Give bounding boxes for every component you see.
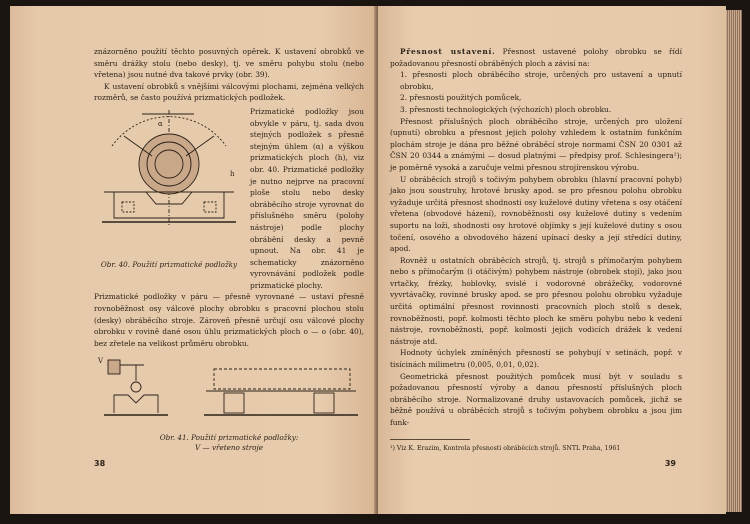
figure-41-drawing [94, 355, 364, 425]
figure-41-caption-line-2: V — vřeteno stroje [195, 443, 263, 453]
list-item-1: 1. přesnosti ploch obráběcího stroje, určených pro ustavení a upnutí obrobku, [400, 70, 682, 91]
figure-41-caption [94, 433, 364, 453]
label-alpha: α [158, 119, 163, 128]
left-page [10, 6, 376, 514]
right-paragraph-4: Hodnoty úchylek zmíněných přesností se pohybují v setinách, popř. v tisícinách milimetru (0,005, 0,01, 0,02). [390, 348, 682, 370]
section-heading: Přesnost ustavení. [400, 47, 496, 56]
right-paragraph-5: Geometrická přesnost použitých pomůcek musí být v souladu s požadovanou přesností výroby a danou přesností příslušných ploch obráběcího stroje. Normalizované druhy ustavovacích pomůcek, jichž se běžně používá u obráběcích strojů s točivým pohybem obrobku a jsou jim funk- [390, 371, 682, 427]
figure-40-side-text: Prizmatické podložky jsou obvykle v páru, tj. sada dvou stejných podložek s přesně stejným úhlem (α) a výškou prizmatických ploch (h), viz obr. 40. Prizmatické podložky je nutno nejprve na pracovní ploše stolu nebo desky obráběcího stroje vyrovnat do příslušného směru (polohy nástroje) podle plochy obrábění desky a pevně upnout. Na obr. 41 je schematicky znázorněno vyrovnávání podložek podle prizmatické plochy. [250, 106, 364, 290]
left-paragraph-1: znázorněno použití těchto posuvných opěrek. K ustavení obrobků ve směru drážky stolu (nebo desky), tj. ve směru pohybu stolu (nebo vřetena) jsou nutné dva takové prvky (obr. 39). [94, 47, 364, 80]
right-paragraph-1: Přesnost příslušných ploch obráběcího stroje, určených pro uložení (upnutí) obrobku a přesnost jejich polohy vzhledem k ostatním funkčním plochám stroje je dána pro běžné obráběcí stroje normami ČSN 20 0301 až ČSN 20 0344 a známými — dosud platnými — předpisy prof. Schlesingera¹); je poměrně vysoká a zaručuje velmi přesnou strojírenskou výrobu. [390, 116, 682, 172]
label-v: V [98, 357, 104, 366]
left-paragraph-3: Prizmatické podložky v páru — přesně vyrovnané — ustaví přesně rovnoběžnost osy válcové plochy obrobku s pracovní plochou stolu (desky) obráběcího stroje. Zároveň přesně určují osu válcové plochy obrobku v rovině dané osou úhlu prizmatických ploch o — o (obr. 40), bez zřetele na velikost průměru obrobku. [94, 292, 364, 348]
page-number-left: 38 [94, 459, 106, 468]
footnote: ¹) Viz K. Erazim, Kontrola přesnosti obráběcích strojů. SNTL Praha, 1961 [390, 444, 621, 452]
page-number-right: 39 [664, 459, 676, 468]
footnote-rule [390, 439, 470, 440]
page-edges [726, 10, 742, 512]
intro-text: Přesnost ustavené polohy obrobku se řídí požadovanou přesností obráběných ploch a závisí na: [390, 47, 682, 68]
figure-41-caption-line-1: Obr. 41. Použití prizmatické podložky: [159, 433, 299, 443]
open-book [8, 6, 744, 518]
figure-41 [94, 355, 364, 433]
right-paragraph-3: Rovněž u ostatních obráběcích strojů, tj. strojů s přímočarým pohybem nebo s přímočarým (i otáčivým) pohybem nástroje (obrobek stojí), jako jsou vrtačky, frézky, hoblovky, svislé i vodorovné obrážečky, vodorovné vyvrtávačky, rovinné brusky apod. se pro přesnou polohu obrobku vyžaduje určitá optimální přesnost rovinnosti pracovních ploch stolů s desek, rovnoběžnosti, popř. kolmosti těchto ploch ke směru pohybu nebo k vedení nástroje, rovnoběžnosti, popř. kolmosti jejich vodicích drážek k vedení nástroje atd. [390, 255, 682, 346]
figure-40-drawing [94, 106, 244, 256]
right-page [378, 6, 726, 514]
figure-40-caption: Obr. 40. Použití prizmatické podložky [100, 259, 238, 269]
right-paragraph-2: U obráběcích strojů s točivým pohybem obrobku (hlavní pracovní pohyb) jako jsou soustruhy, hrotové brusky apod. se pro přesnou polohu obrobku vyžaduje určitá přesnost shodnosti osy kuželové dutiny vřetena s osy otáčení vřetena (obvodové házení), rovnoběžnosti osy kuželové dutiny s vedením suportu na loži, shodnosti osy hrotové objímky s její kuželové dutiny s osou točení, osového a obvodového házení upínací desky a její středící dutiny, apod. [390, 174, 682, 254]
figure-40 [94, 106, 364, 292]
left-paragraph-2: K ustavení obrobků s vnějšími válcovými plochami, zejména velkých rozměrů, se často používá prizmatických podložek. [94, 81, 364, 103]
list-item-2: 2. přesnosti použitých pomůcek, [400, 93, 522, 103]
label-h: h [230, 169, 235, 178]
list-item-3: 3. přesnosti technologických (výchozích) ploch obrobku. [400, 104, 612, 114]
